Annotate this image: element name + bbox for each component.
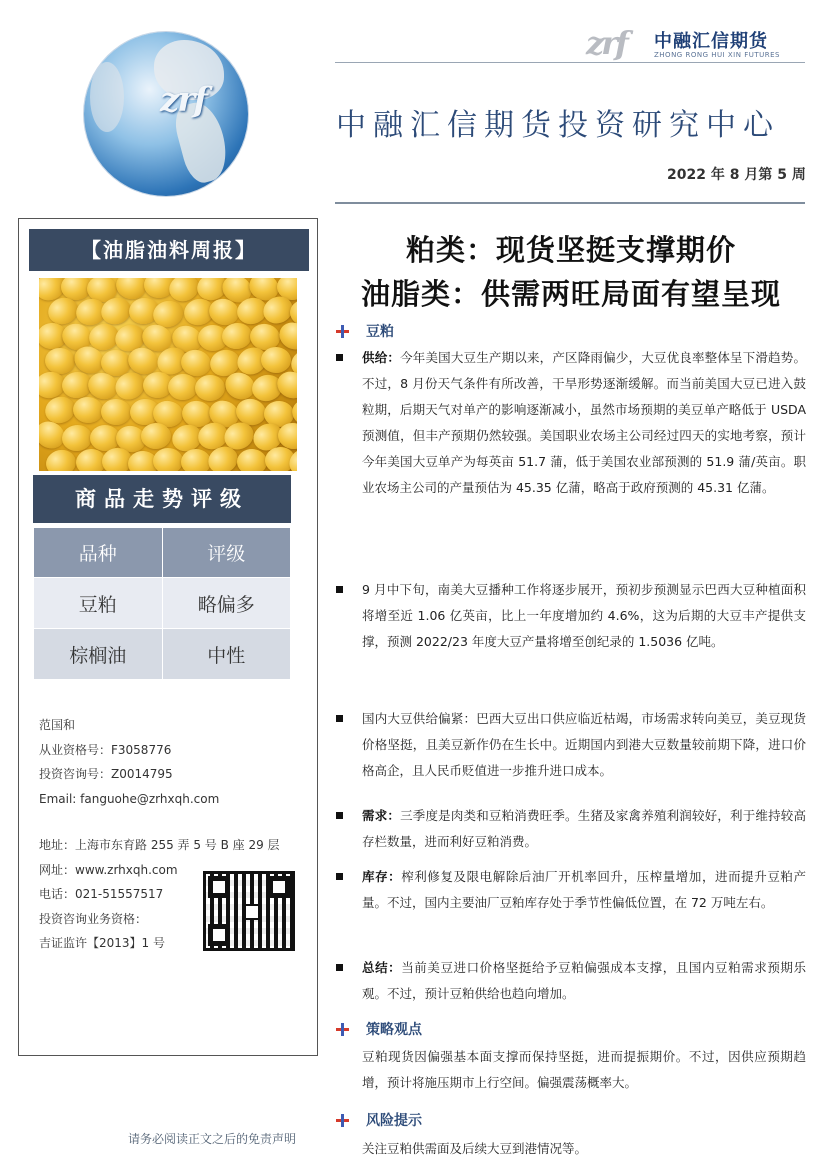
- soybean: [261, 347, 292, 374]
- item-text: 榨利修复及限电解除后油厂开机率回升，压榨量增加，进而提升豆粕产量。不过，国内主要油厂豆粕库存处于季节性偏低位置，在 72 万吨左右。: [362, 869, 806, 910]
- company-phone: 电话：021-51557517: [39, 887, 164, 901]
- section-risk: [336, 1110, 422, 1130]
- brand-name-en: ZHONG RONG HUI XIN FUTURES: [654, 51, 780, 59]
- list-item: [336, 955, 806, 1007]
- disclaimer-link[interactable]: 请务必阅读正文之后的免责声明: [128, 1132, 297, 1146]
- soybean-image: [39, 278, 297, 471]
- subheader-divider: [335, 202, 805, 204]
- section-title: 豆粕: [366, 324, 394, 340]
- square-bullet-icon: [336, 812, 343, 819]
- analyst-qualification: 从业资格号：F3058776: [39, 742, 172, 757]
- soybean: [141, 423, 172, 450]
- rating-value: 中性: [162, 629, 291, 680]
- section-strategy: [336, 1019, 422, 1039]
- risk-text: 关注豆粕供需面及后续大豆到港情况等。: [362, 1141, 588, 1156]
- sidebar: [18, 218, 318, 1056]
- globe-logo-text: zrf: [160, 80, 206, 120]
- item-label: 总结：: [362, 960, 402, 975]
- list-item: [336, 706, 806, 784]
- strategy-text: 豆粕现货因偏强基本面支撑而保持坚挺，进而提振期价。不过，因供应预期趋增，预计将施压期市上行空间。偏强震荡概率大。: [362, 1049, 806, 1090]
- section-title: 策略观点: [366, 1022, 422, 1038]
- rating-product: 豆粕: [34, 578, 163, 629]
- soybean: [153, 447, 183, 471]
- qr-finder: [208, 924, 230, 946]
- qr-code: [203, 871, 295, 951]
- research-center-title: 中融汇信期货投资研究中心: [336, 108, 780, 143]
- list-item: [336, 803, 806, 855]
- report-week: 2022 年 8 月第 5 周: [667, 167, 806, 183]
- report-type-banner: 【油脂油料周报】: [29, 229, 309, 271]
- analyst-email[interactable]: Email: fanguohe@zrhxqh.com: [39, 791, 220, 806]
- qr-center-logo: [244, 904, 260, 920]
- item-label: 库存：: [362, 869, 402, 884]
- item-text: 9 月中下旬，南美大豆播种工作将逐步展开，预初步预测显示巴西大豆种植面积将增至近 1.06 亿英亩，比上一年度增加约 4.6%，这为后期的大豆丰产提供支撑，预测 2022/23 年度大豆产量将增至创纪录的 1.5036 亿吨。: [362, 582, 806, 649]
- section-marker-icon: [336, 1023, 349, 1036]
- section-soymeal: [336, 321, 394, 341]
- square-bullet-icon: [336, 964, 343, 971]
- header-divider: [335, 62, 805, 63]
- rating-product: 棕榈油: [34, 629, 163, 680]
- analyst-name: 范国和: [39, 718, 76, 732]
- item-label: 供给：: [362, 350, 401, 365]
- soybean: [194, 374, 225, 402]
- headline-meal: 粕类：现货坚挺支撑期价: [405, 233, 736, 267]
- section-title: 风险提示: [366, 1113, 422, 1129]
- globe-land: [90, 62, 124, 132]
- rating-header-product: 品种: [34, 528, 163, 578]
- brand-logo-mark: [586, 24, 626, 62]
- rating-table: [33, 527, 291, 680]
- rating-header-rating: 评级: [162, 528, 291, 578]
- square-bullet-icon: [336, 873, 343, 880]
- company-website[interactable]: 网址：www.zrhxqh.com: [39, 862, 178, 877]
- item-text: 今年美国大豆生产期以来，产区降雨偏少，大豆优良率整体呈下滑趋势。不过，8 月份天气条件有所改善，干旱形势逐渐缓解。而当前美国大豆已进入鼓粒期，后期天气对单产的影响逐渐减小，虽然市场预期的美豆单产略低于 USDA 预测值，但丰产预期仍然较强。美国职业农场主公司经过四天的实地考察，预计今年美国大豆单产为每英亩 51.7 蒲，低于美国农业部预测的 51.9 蒲/英亩。职业农场主公司的产量预估为 45.35 亿蒲，略高于政府预测的 45.31 亿蒲。: [362, 350, 806, 495]
- list-item: [336, 345, 806, 501]
- square-bullet-icon: [336, 586, 343, 593]
- license-number: 吉证监许【2013】1 号: [39, 936, 165, 950]
- list-item: [336, 577, 806, 655]
- rating-row: [34, 578, 291, 629]
- company-address: 地址：上海市东育路 255 弄 5 号 B 座 29 层: [39, 838, 280, 852]
- section-marker-icon: [336, 325, 349, 338]
- item-label: 需求：: [362, 808, 401, 823]
- analyst-info: [39, 713, 219, 811]
- item-text: 当前美豆进口价格坚挺给予豆粕偏强成本支撑，且国内豆粕需求预期乐观。不过，预计豆粕供给也趋向增加。: [362, 960, 806, 1001]
- square-bullet-icon: [336, 354, 343, 361]
- brand-mark-text: zrf: [586, 24, 626, 62]
- headline-oil: 油脂类：供需两旺局面有望呈现: [360, 277, 781, 311]
- qr-finder: [208, 876, 230, 898]
- brand-name-cn: 中融汇信期货: [654, 31, 768, 52]
- rating-value: 略偏多: [162, 578, 291, 629]
- soybean: [61, 423, 94, 452]
- list-item: [336, 864, 806, 916]
- rating-title: 商品走势评级: [33, 475, 291, 523]
- analyst-consult-no: 投资咨询号：Z0014795: [39, 767, 173, 781]
- license-label: 投资咨询业务资格：: [39, 911, 148, 926]
- soybean: [236, 448, 267, 471]
- item-text: 国内大豆供给偏紧：巴西大豆出口供应临近枯竭，市场需求转向美豆，美豆现货价格坚挺，且美豆新作仍在生长中。近期国内到港大豆数量较前期下降，进口价格高企，且人民币贬值进一步推升进口成本。: [362, 711, 806, 778]
- square-bullet-icon: [336, 715, 343, 722]
- rating-row: [34, 629, 291, 680]
- soybean: [100, 398, 131, 425]
- soybean: [72, 396, 105, 425]
- soybean: [181, 448, 211, 471]
- qr-finder: [268, 876, 290, 898]
- section-marker-icon: [336, 1114, 349, 1127]
- item-text: 三季度是肉类和豆粕消费旺季。生猪及家禽养殖利润较好，利于维持较高存栏数量，进而利好豆粕消费。: [362, 808, 806, 849]
